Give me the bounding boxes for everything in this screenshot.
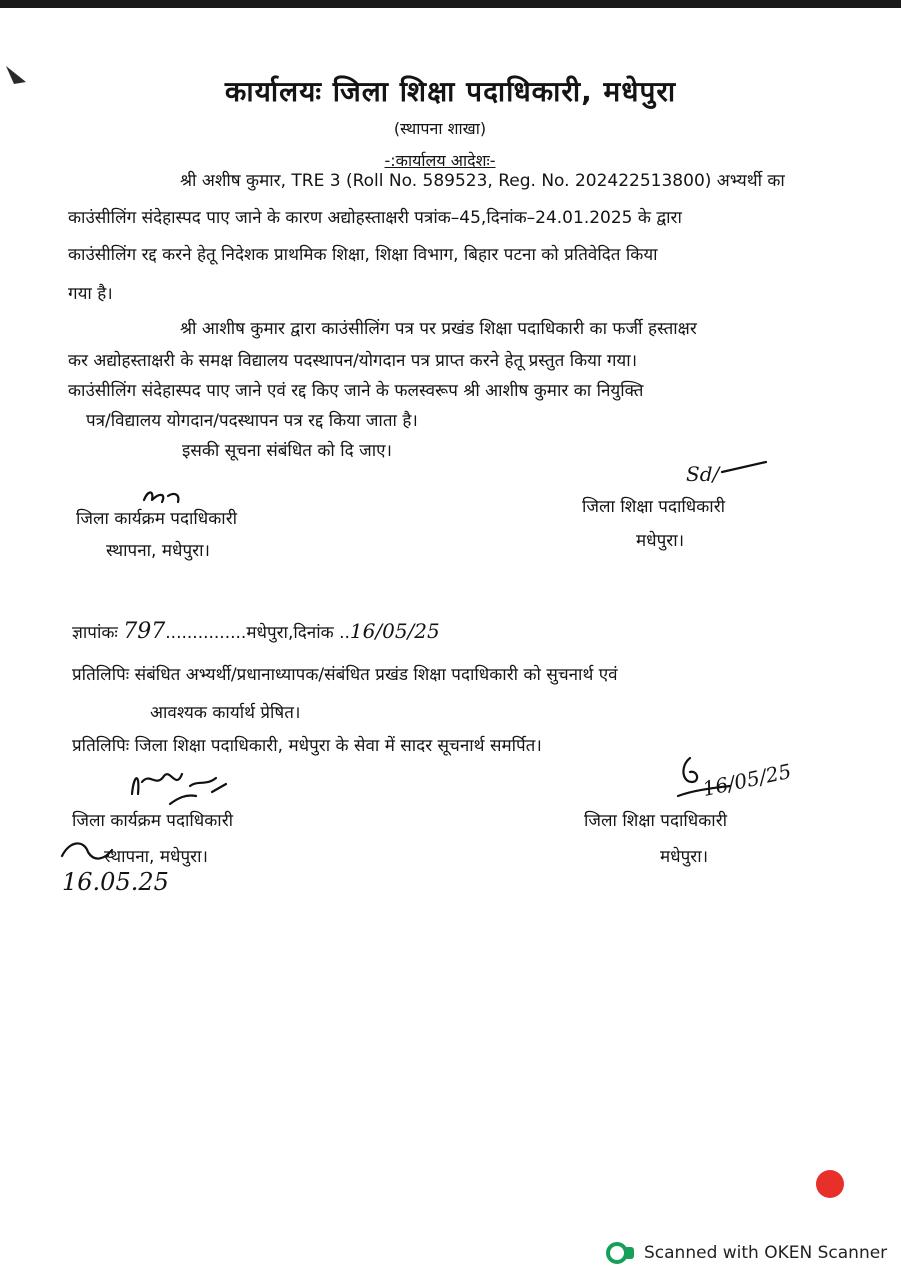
- memo-line: [72, 620, 440, 644]
- right-officer-title-2: जिला शिक्षा पदाधिकारी: [584, 811, 728, 831]
- para2-line2: कर अद्योहस्ताक्षरी के समक्ष विद्यालय पदस्थापन/योगदान पत्र प्राप्त करने हेतू प्रस्तुत किया गया।: [68, 351, 638, 371]
- memo-place-date-label: मधेपुरा,दिनांक: [246, 623, 334, 643]
- section-name: (स्थापना शाखा): [393, 119, 487, 138]
- right-officer-title-1: जिला शिक्षा पदाधिकारी: [582, 497, 726, 517]
- copy1-line1: प्रतिलिपिः संबंधित अभ्यर्थी/प्रधानाध्यापक/संबंधित प्रखंड शिक्षा पदाधिकारी को सुचनार्थ एवं: [72, 665, 618, 685]
- memo-date: 16/05/25: [349, 619, 440, 643]
- sd-mark: Sd/: [686, 462, 720, 486]
- para2-line4: पत्र/विद्यालय योगदान/पदस्थापन पत्र रद्द किया जाता है।: [86, 411, 418, 431]
- memo-label: ज्ञापांकः: [72, 623, 118, 643]
- left-sign-date: 16.05.25: [62, 868, 169, 896]
- para1-line2: काउंसीलिंग संदेहास्पद पाए जाने के कारण अद्योहस्ताक्षरी पत्रांक–45,दिनांक–24.01.2025 के द्वारा: [68, 208, 682, 228]
- copy1-line2: आवश्यक कार्यार्थ प्रेषित।: [150, 703, 301, 723]
- memo-dots-1: ...............: [165, 623, 247, 643]
- left-officer-signature: [126, 764, 236, 810]
- para3: इसकी सूचना संबंधित को दि जाए।: [182, 441, 392, 461]
- left-officer-title-2: जिला कार्यक्रम पदाधिकारी: [72, 811, 234, 831]
- left-officer-title-1: जिला कार्यक्रम पदाधिकारी: [76, 509, 238, 529]
- para1-line4: गया है।: [68, 284, 113, 304]
- record-dot-icon[interactable]: [816, 1170, 844, 1198]
- scanner-watermark-text: Scanned with OKEN Scanner: [644, 1243, 888, 1263]
- scan-top-edge: [0, 0, 901, 8]
- oken-scanner-logo-icon: [606, 1241, 636, 1265]
- memo-number: 797: [123, 619, 166, 644]
- right-sign-date: 16/05/25: [700, 758, 794, 802]
- para2-line3: काउंसीलिंग संदेहास्पद पाए जाने एवं रद्द किए जाने के फलस्वरूप श्री आशीष कुमार का नियुक्ति: [68, 381, 644, 401]
- scanner-watermark: [606, 1238, 887, 1268]
- copy2: प्रतिलिपिः जिला शिक्षा पदाधिकारी, मधेपुरा के सेवा में सादर सूचनार्थ समर्पित।: [72, 736, 542, 756]
- office-title: कार्यालयः जिला शिक्षा पदाधिकारी, मधेपुरा: [224, 75, 677, 108]
- right-officer-office-2: मधेपुरा।: [660, 847, 709, 867]
- sd-stroke: [720, 458, 770, 478]
- left-officer-office-2: स्थापना, मधेपुरा।: [104, 847, 208, 867]
- para2-line1: श्री आशीष कुमार द्वारा काउंसीलिंग पत्र पर प्रखंड शिक्षा पदाधिकारी का फर्जी हस्ताक्षर: [180, 319, 697, 339]
- para1-line3: काउंसीलिंग रद्द करने हेतू निदेशक प्राथमिक शिक्षा, शिक्षा विभाग, बिहार पटना को प्रतिवेदित किया: [68, 245, 658, 265]
- left-officer-office-1: स्थापना, मधेपुरा।: [106, 541, 210, 561]
- memo-dots-2: ..: [339, 623, 350, 643]
- right-officer-office-1: मधेपुरा।: [636, 531, 685, 551]
- para1-line1: श्री अशीष कुमार, TRE 3 (Roll No. 589523, Reg. No. 202422513800) अभ्यर्थी का: [180, 171, 785, 191]
- order-heading: -:कार्यालय आदेशः-: [384, 151, 496, 170]
